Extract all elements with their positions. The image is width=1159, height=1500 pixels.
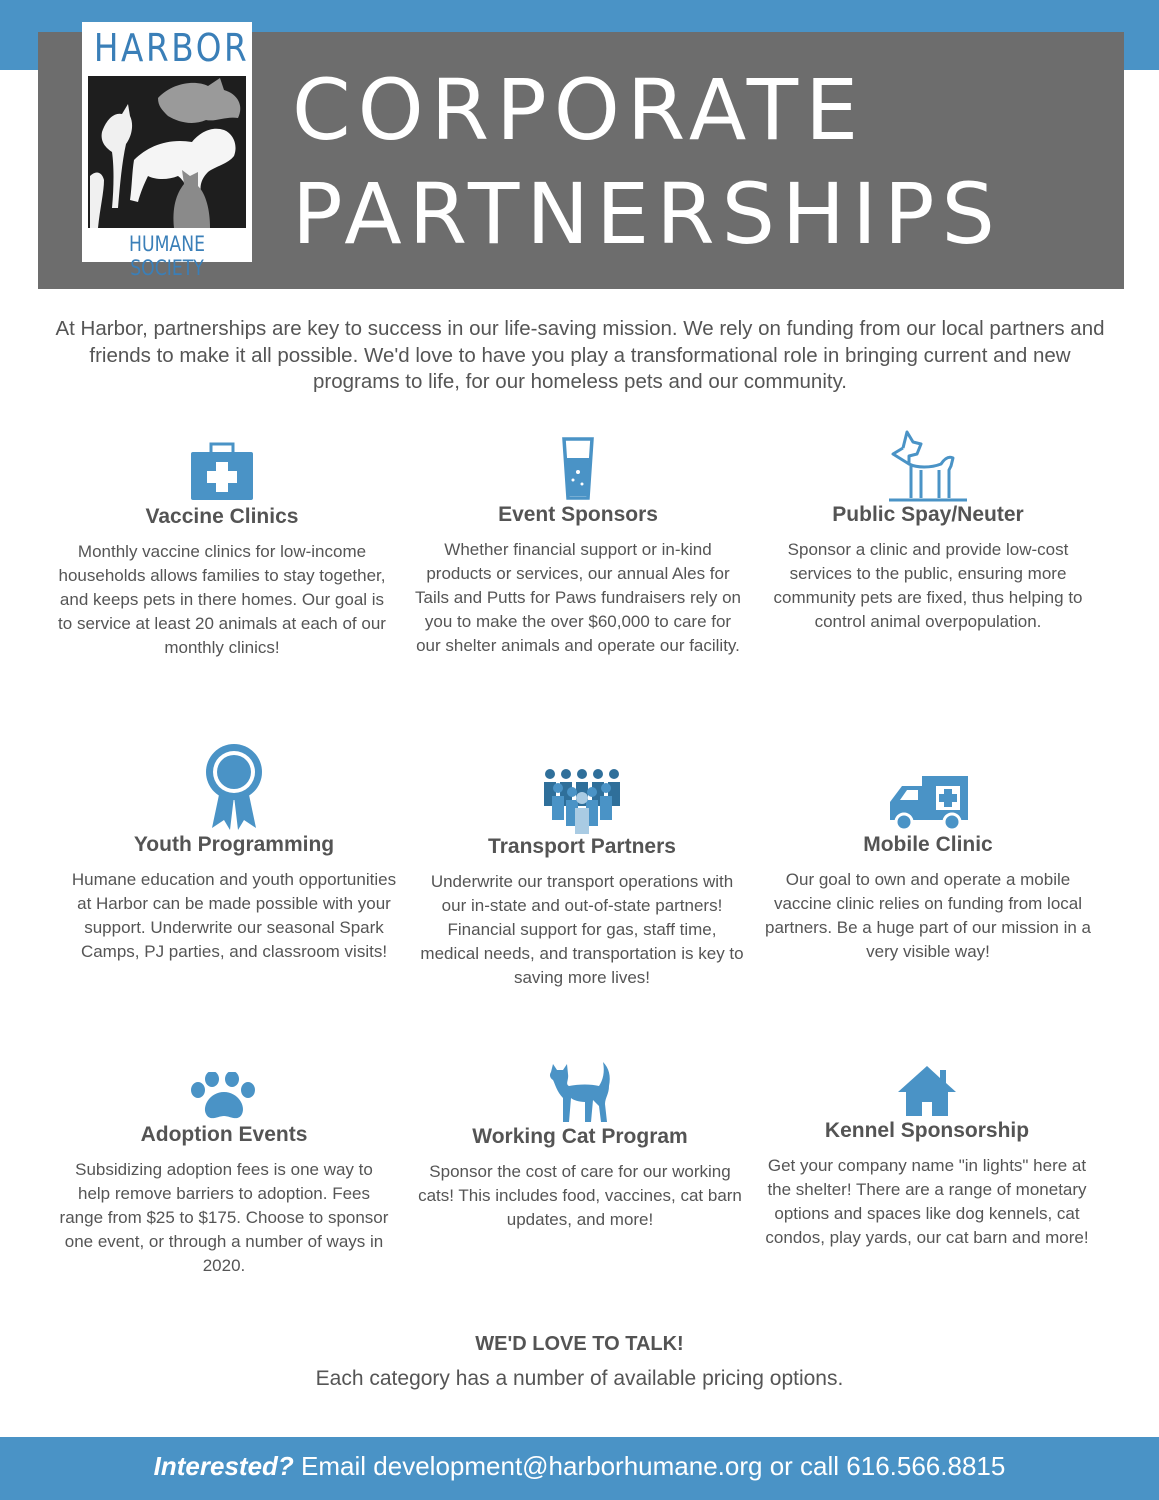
logo-wordmark-top: HARBOR: [93, 26, 250, 70]
title-line-1: CORPORATE: [292, 61, 866, 159]
beer-glass-icon: [558, 436, 598, 502]
program-description: Subsidizing adoption fees is one way to help remove barriers to adoption. Fees range from $25 to $175. Choose to sponsor one event, or through a number of ways in 2020.: [59, 1160, 389, 1275]
contact-details[interactable]: Email development@harborhumane.org or call 616.566.8815: [293, 1451, 1006, 1481]
program-description: Our goal to own and operate a mobile vaccine clinic relies on funding from local partners. Be a huge part of our mission in a very visible way!: [764, 870, 1091, 961]
harbor-logo: [82, 22, 252, 280]
program-description: Humane education and youth opportunities at Harbor can be made possible with your support. Underwrite our seasonal Spark Camps, PJ parties, and classroom visits!: [71, 870, 397, 961]
contact-lead: Interested?: [153, 1451, 294, 1481]
program-title: Event Sponsors: [498, 503, 658, 526]
program-card-event-sponsors: [413, 436, 743, 658]
title-line-2: PARTNERSHIPS: [292, 165, 1002, 263]
cta-subtext: Each category has a number of available pricing options.: [315, 1367, 844, 1390]
program-title: Public Spay/Neuter: [832, 503, 1024, 526]
award-ribbon-icon: [204, 742, 264, 832]
program-card-mobile-clinic: [763, 772, 1093, 964]
program-card-youth-programming: [69, 742, 399, 964]
program-card-working-cat-program: [415, 1060, 745, 1232]
footer-bar: [0, 1437, 1159, 1500]
program-description: Get your company name "in lights" here at the shelter! There are a range of monetary options and spaces like dog kennels, cat condos, play yards, our cat barn and more!: [765, 1156, 1089, 1247]
program-title: Youth Programming: [133, 833, 335, 856]
logo-wordmark-bottom: HUMANE SOCIETY: [129, 232, 205, 280]
animals-logo-icon: [88, 76, 246, 228]
intro-paragraph: At Harbor, partnerships are key to success in our life-saving mission. We rely on funding from our local partners and friends to make it all possible. We'd love to have you play a transformational role in bringing current and new programs to life, for our homeless pets and our community.: [55, 317, 1105, 393]
program-title: Transport Partners: [488, 835, 676, 858]
page-title: [292, 58, 1112, 266]
program-card-public-spay-neuter: [763, 428, 1093, 634]
contact-line: [0, 1451, 1159, 1482]
dog-outline-icon: [887, 428, 969, 502]
program-card-transport-partners: [417, 768, 747, 990]
program-card-kennel-sponsorship: [762, 1064, 1092, 1250]
first-aid-kit-icon: [187, 440, 257, 504]
house-icon: [896, 1064, 958, 1118]
program-description: Sponsor a clinic and provide low-cost services to the public, ensuring more community pets are fixed, thus helping to control animal overpopulation.: [773, 540, 1083, 631]
program-card-vaccine-clinics: [57, 440, 387, 660]
program-description: Sponsor the cost of care for our working cats! This includes food, vaccines, cat barn updates, and more!: [418, 1162, 742, 1229]
ambulance-van-icon: [886, 772, 970, 832]
program-description: Whether financial support or in-kind products or services, our annual Ales for Tails and Putts for Paws fundraisers rely on you to make the over $60,000 to care for our shelter animals and operate our facility.: [415, 540, 741, 655]
program-title: Mobile Clinic: [863, 833, 993, 856]
paw-print-icon: [190, 1072, 258, 1122]
cta-heading: WE'D LOVE TO TALK!: [475, 1333, 684, 1355]
program-title: Kennel Sponsorship: [824, 1119, 1030, 1142]
program-card-adoption-events: [59, 1072, 389, 1278]
group-of-people-icon: [542, 768, 622, 834]
program-title: Working Cat Program: [472, 1125, 688, 1148]
program-title: Adoption Events: [140, 1123, 308, 1146]
program-title: Vaccine Clinics: [145, 505, 299, 528]
program-description: Underwrite our transport operations with our in-state and out-of-state partners! Financial support for gas, staff time, medical needs, and transportation is key to saving more lives!: [420, 872, 744, 987]
program-description: Monthly vaccine clinics for low-income households allows families to stay together, and keeps pets in there homes. Our goal is to service at least 20 animals at each of our monthly clinics!: [58, 542, 386, 657]
cat-silhouette-icon: [547, 1060, 613, 1124]
